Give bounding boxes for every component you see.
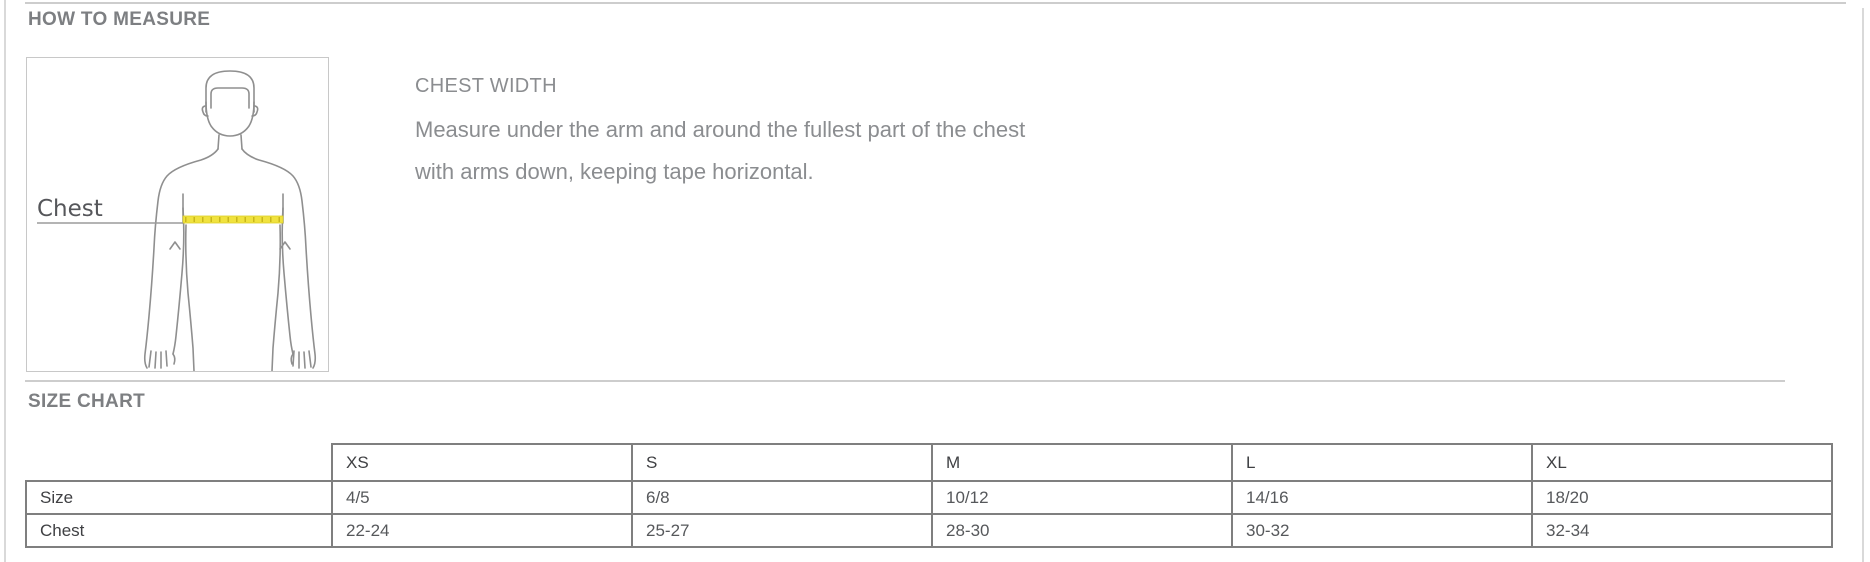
size-column-header-s: S xyxy=(632,444,932,481)
measure-instructions xyxy=(415,74,1025,193)
measurement-diagram-box xyxy=(26,57,329,372)
page-right-border xyxy=(1862,8,1864,562)
chest-row xyxy=(26,514,1832,547)
size-chart-heading: SIZE CHART xyxy=(28,391,145,412)
body-measurement-diagram xyxy=(27,58,328,371)
how-to-measure-heading: HOW TO MEASURE xyxy=(28,9,211,30)
size-chart-table xyxy=(25,443,1833,548)
size-column-header-xs: XS xyxy=(332,444,632,481)
measurement-name: CHEST WIDTH xyxy=(415,75,557,97)
size-column-header-m: M xyxy=(932,444,1232,481)
measurement-description xyxy=(415,109,1025,193)
chest-value-m: 28-30 xyxy=(932,514,1232,547)
measurement-description-line1: Measure under the arm and around the fullest part of the chest xyxy=(415,117,1026,142)
size-row xyxy=(26,481,1832,514)
chest-tape-highlight xyxy=(183,216,283,223)
chest-value-l: 30-32 xyxy=(1232,514,1532,547)
size-value-xs: 4/5 xyxy=(332,481,632,514)
chest-diagram-label: Chest xyxy=(37,196,103,222)
size-row-label: Size xyxy=(26,481,332,514)
chest-value-s: 25-27 xyxy=(632,514,932,547)
size-value-m: 10/12 xyxy=(932,481,1232,514)
section-divider xyxy=(25,380,1785,382)
measurement-description-line2: with arms down, keeping tape horizontal. xyxy=(415,159,814,184)
size-chart-blank-header-cell xyxy=(26,444,332,481)
top-divider xyxy=(25,2,1846,4)
size-column-header-xl: XL xyxy=(1532,444,1832,481)
size-chart-header-row xyxy=(26,444,1832,481)
size-value-xl: 18/20 xyxy=(1532,481,1832,514)
size-value-s: 6/8 xyxy=(632,481,932,514)
chest-value-xl: 32-34 xyxy=(1532,514,1832,547)
size-column-header-l: L xyxy=(1232,444,1532,481)
size-value-l: 14/16 xyxy=(1232,481,1532,514)
chest-value-xs: 22-24 xyxy=(332,514,632,547)
page-left-border xyxy=(4,0,6,562)
chest-row-label: Chest xyxy=(26,514,332,547)
